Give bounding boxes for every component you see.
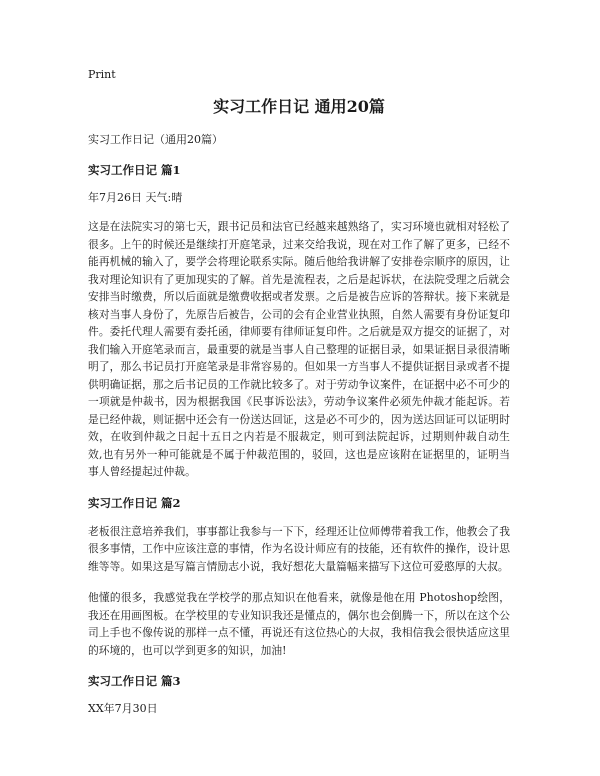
print-label[interactable]: Print — [88, 68, 116, 81]
section-heading-3: 实习工作日记 篇3 — [88, 674, 181, 688]
section-2-paragraph-2: 他懂的很多，我感觉我在学校学的那点知识在他看来，就像是他在用 Photoshop绘图，我还在用画图板。在学校里的专业知识我还是懂点的，偶尔也会倒腾一下，所以在这个公司上手也不像传说的那样一点不懂，再说还有这位热心的大叔，我相信我会很快适应这里的环境的，也可以学到更多的知识，加油! — [88, 591, 510, 657]
document-subtitle: 实习工作日记（通用20篇） — [88, 133, 223, 146]
section-1-paragraph: 这是在法院实习的第七天，跟书记员和法官已经越来越熟络了，实习环境也就相对轻松了很多。上午的时候还是继续打开庭笔录，过来交给我说，现在对工作了解了更多，已经不能再机械的输入了，要学会将理论联系实际。随后他给我讲解了安排卷宗顺序的原因，让我对理论知识有了更加现实的了解。首先是流程表，之后是起诉状，在法院受理之后就会安排当时缴费，所以后面就是缴费收据或者发票。之后是被告应诉的答辩状。接下来就是核对当事人身份了，先原告后被告，公司的会有企业营业执照，自然人需要有身份证复印件。委托代理人需要有委托函，律师要有律师证复印件。之后就是双方提交的证据了，对我们输入开庭笔录而言，最重要的就是当事人自己整理的证据目录，如果证据目录很清晰明了，那么书记员打开庭笔录是非常容易的。但如果一方当事人不提供证据目录或者不提供明确证据，那之后书记员的工作就比较多了。对于劳动争议案件，在证据中必不可少的一项就是仲裁书，因为根据我国《民事诉讼法》，劳动争议案件必须先仲裁才能起诉。若是已经仲裁，则证据中还会有一份送达回证，这是必不可少的，因为送达回证可以证明时效，在收到仲裁之日起十五日之内若是不服裁定，则可到法院起诉，过期则仲裁自动生效,也有另外一种可能就是不属于仲裁范围的，驳回，这也是应该附在证据里的，证明当事人曾经提起过仲裁。 — [88, 220, 510, 478]
section-1-date: 年7月26日 天气:晴 — [88, 191, 183, 204]
section-heading-2: 实习工作日记 篇2 — [88, 495, 181, 510]
section-2-paragraph-1: 老板很注意培养我们，事事都让我参与一下下，经理还让位师傅带着我工作，他教会了我很多事情，工作中应该注意的事情，作为名设计师应有的技能，还有软件的操作，设计思维等等。如果这是写篇言情励志小说，我好想花大量篇幅来描写下这位可爱憨厚的大叔。 — [88, 524, 510, 573]
section-heading-1: 实习工作日记 篇1 — [88, 163, 181, 177]
document-title: 实习工作日记 通用20篇 — [213, 97, 385, 116]
section-3-date: XX年7月30日 — [88, 702, 158, 715]
